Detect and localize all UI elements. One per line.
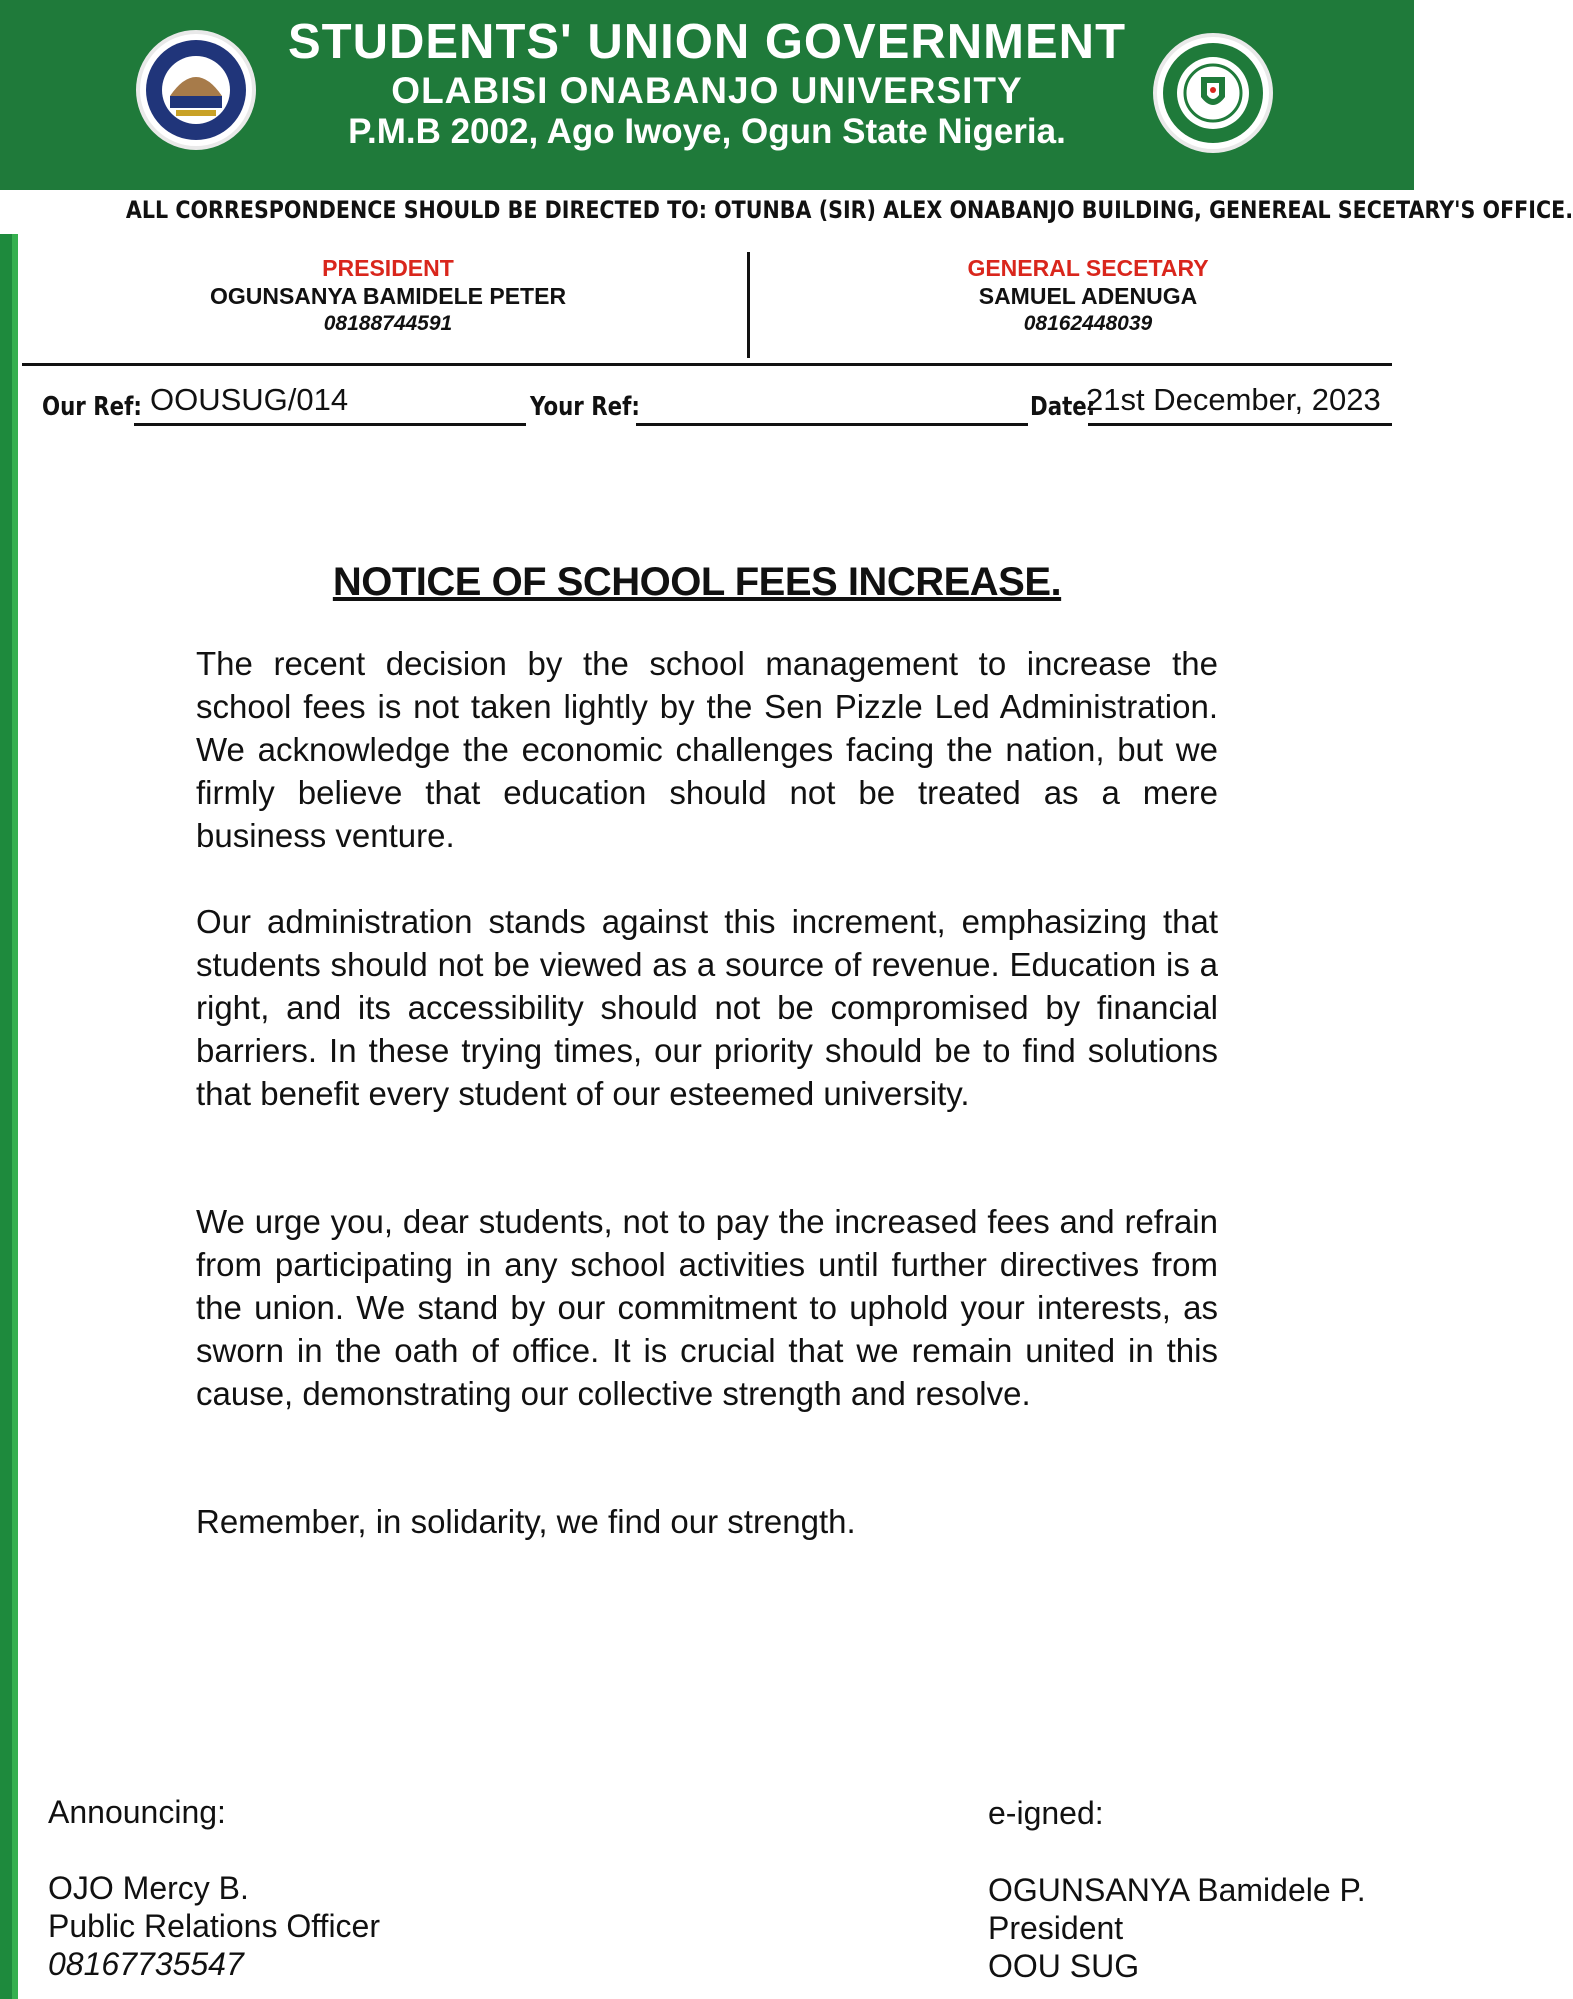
header-divider [22, 363, 1392, 366]
president-name: OGUNSANYA BAMIDELE PETER [209, 283, 567, 309]
date-value: 21st December, 2023 [1086, 382, 1381, 417]
university-address: P.M.B 2002, Ago Iwoye, Ogun State Nigeria. [348, 112, 1066, 151]
notice-closing: Remember, in solidarity, we find our strength. [196, 1503, 856, 1540]
notice-paragraph: The recent decision by the school management to increase the school fees is not taken lightly by the Sen Pizzle Led Administration. We acknowledge the economic challenges facing the nation, but we firmly believe that education should not be treated as a mere business venture. [196, 645, 1218, 854]
secretary-role: GENERAL SECETARY [967, 255, 1209, 281]
signed-label: e-igned: [988, 1795, 1104, 1831]
union-title: STUDENTS' UNION GOVERNMENT [287, 15, 1127, 69]
our-ref-label: Our Ref: [42, 392, 142, 422]
officer-divider [747, 252, 750, 358]
date-label: Date: [1030, 392, 1096, 422]
signatory-title: President [988, 1910, 1124, 1946]
notice-paragraph: Our administration stands against this increment, emphasizing that students should not be viewed as a source of revenue. Education is a right, and its accessibility should not be compromised by financial barriers. In these trying times, our priority should be to find solutions that benefit every student of our esteemed university. [196, 903, 1218, 1112]
announcing-label: Announcing: [48, 1794, 226, 1830]
your-ref-line [636, 423, 1028, 426]
our-ref-value: OOUSUG/014 [150, 382, 349, 417]
secretary-contact [838, 254, 1338, 338]
signatory-block [988, 1871, 1366, 1985]
university-name: OLABISI ONABANJO UNIVERSITY [391, 70, 1023, 111]
your-ref-label: Your Ref: [530, 392, 640, 422]
notice-title: NOTICE OF SCHOOL FEES INCREASE. [332, 560, 1062, 604]
president-contact [138, 254, 638, 338]
announcer-name: OJO Mercy B. [48, 1870, 249, 1906]
secretary-phone: 08162448039 [1023, 312, 1153, 335]
notice-paragraph: We urge you, dear students, not to pay the increased fees and refrain from participating in any school activities until further directives from the union. We stand by our commitment to uphold your interests, as sworn in the oath of office. It is crucial that we remain united in this cause, demonstrating our collective strength and resolve. [196, 1203, 1218, 1412]
secretary-name: SAMUEL ADENUGA [978, 283, 1198, 309]
signatory-name: OGUNSANYA Bamidele P. [988, 1872, 1366, 1908]
date-line [1088, 423, 1392, 426]
left-accent-bar-inner [12, 234, 18, 1999]
correspondence-notice: ALL CORRESPONDENCE SHOULD BE DIRECTED TO: OTUNBA (SIR) ALEX ONABANJO BUILDING, GENEREAL SECETARY'S OFFICE. [125, 196, 1573, 224]
president-role: PRESIDENT [322, 255, 454, 281]
president-phone: 08188744591 [323, 312, 453, 335]
announcer-phone: 08167735547 [48, 1946, 244, 1982]
signatory-org: OOU SUG [988, 1948, 1140, 1984]
our-ref-line [134, 423, 526, 426]
announcer-title: Public Relations Officer [48, 1908, 380, 1944]
announcer-block [48, 1869, 380, 1983]
